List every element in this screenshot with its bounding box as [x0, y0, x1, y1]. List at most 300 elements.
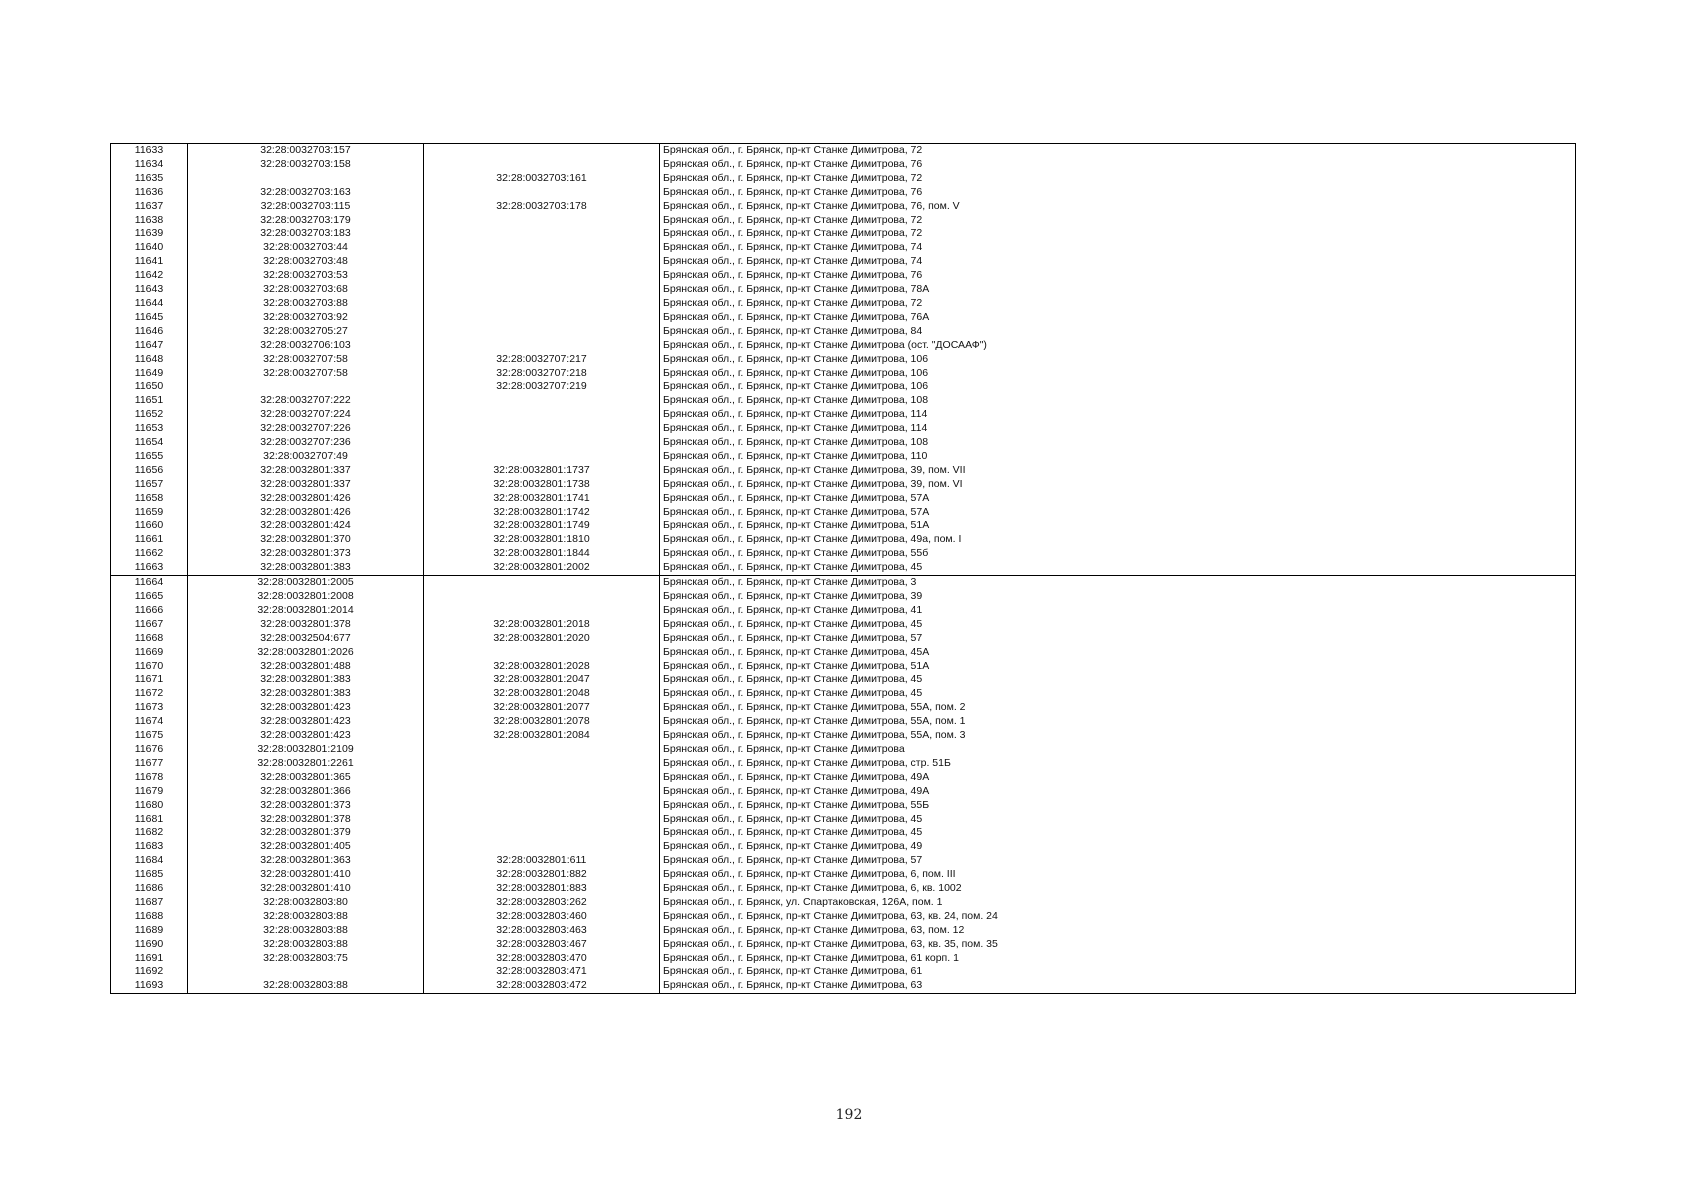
table-row — [111, 715, 1576, 729]
table-row — [111, 618, 1576, 632]
row-number-cell: 11670 — [111, 660, 188, 674]
cadastral-number-cell: 32:28:0032801:410 — [188, 882, 424, 896]
table-row — [111, 325, 1576, 339]
address-cell: Брянская обл., г. Брянск, пр-кт Станке Димитрова, 49А — [660, 771, 1576, 785]
new-cadastral-number-cell: 32:28:0032801:1844 — [424, 547, 660, 561]
table-row — [111, 687, 1576, 701]
table-row — [111, 339, 1576, 353]
table-row — [111, 576, 1576, 590]
page-number: 192 — [835, 1107, 863, 1123]
address-cell: Брянская обл., г. Брянск, пр-кт Станке Димитрова, 106 — [660, 367, 1576, 381]
new-cadastral-number-cell — [424, 394, 660, 408]
row-number-cell: 11645 — [111, 311, 188, 325]
new-cadastral-number-cell: 32:28:0032801:883 — [424, 882, 660, 896]
address-cell: Брянская обл., г. Брянск, пр-кт Станке Димитрова, стр. 51Б — [660, 757, 1576, 771]
table-row — [111, 519, 1576, 533]
cadastral-number-cell: 32:28:0032703:163 — [188, 186, 424, 200]
row-number-cell: 11653 — [111, 422, 188, 436]
address-cell: Брянская обл., г. Брянск, пр-кт Станке Димитрова, 6, пом. III — [660, 868, 1576, 882]
table-row — [111, 757, 1576, 771]
address-cell: Брянская обл., г. Брянск, пр-кт Станке Димитрова, 72 — [660, 214, 1576, 228]
address-cell: Брянская обл., г. Брянск, пр-кт Станке Димитрова — [660, 743, 1576, 757]
address-cell: Брянская обл., г. Брянск, пр-кт Станке Димитрова, 72 — [660, 297, 1576, 311]
cadastral-number-cell: 32:28:0032707:222 — [188, 394, 424, 408]
row-number-cell: 11664 — [111, 576, 188, 590]
address-cell: Брянская обл., г. Брянск, пр-кт Станке Димитрова, 74 — [660, 255, 1576, 269]
address-cell: Брянская обл., г. Брянск, пр-кт Станке Димитрова, 72 — [660, 144, 1576, 158]
new-cadastral-number-cell — [424, 214, 660, 228]
cadastral-number-cell: 32:28:0032801:378 — [188, 813, 424, 827]
address-cell: Брянская обл., г. Брянск, пр-кт Станке Димитрова, 45А — [660, 646, 1576, 660]
table-row — [111, 729, 1576, 743]
table-row — [111, 590, 1576, 604]
new-cadastral-number-cell: 32:28:0032803:471 — [424, 965, 660, 979]
table-row — [111, 701, 1576, 715]
address-cell: Брянская обл., г. Брянск, пр-кт Станке Димитрова, 45 — [660, 826, 1576, 840]
cadastral-number-cell: 32:28:0032801:337 — [188, 478, 424, 492]
table-row — [111, 965, 1576, 979]
row-number-cell: 11690 — [111, 938, 188, 952]
row-number-cell: 11638 — [111, 214, 188, 228]
table-row — [111, 924, 1576, 938]
address-cell: Брянская обл., г. Брянск, пр-кт Станке Димитрова, 51А — [660, 660, 1576, 674]
row-number-cell: 11634 — [111, 158, 188, 172]
cadastral-number-cell: 32:28:0032801:2008 — [188, 590, 424, 604]
row-number-cell: 11686 — [111, 882, 188, 896]
new-cadastral-number-cell — [424, 576, 660, 590]
address-cell: Брянская обл., г. Брянск, пр-кт Станке Димитрова, 45 — [660, 618, 1576, 632]
address-cell: Брянская обл., г. Брянск, пр-кт Станке Димитрова, 61 — [660, 965, 1576, 979]
address-cell: Брянская обл., г. Брянск, пр-кт Станке Димитрова, 63, кв. 24, пом. 24 — [660, 910, 1576, 924]
new-cadastral-number-cell: 32:28:0032801:2018 — [424, 618, 660, 632]
new-cadastral-number-cell: 32:28:0032801:882 — [424, 868, 660, 882]
cadastral-number-cell: 32:28:0032801:383 — [188, 561, 424, 575]
table-row — [111, 227, 1576, 241]
new-cadastral-number-cell: 32:28:0032703:161 — [424, 172, 660, 186]
row-number-cell: 11677 — [111, 757, 188, 771]
row-number-cell: 11654 — [111, 436, 188, 450]
table-row — [111, 660, 1576, 674]
cadastral-number-cell: 32:28:0032703:179 — [188, 214, 424, 228]
cadastral-number-cell: 32:28:0032801:337 — [188, 464, 424, 478]
table-row — [111, 144, 1576, 158]
table-row — [111, 743, 1576, 757]
table-row — [111, 241, 1576, 255]
row-number-cell: 11672 — [111, 687, 188, 701]
new-cadastral-number-cell — [424, 743, 660, 757]
row-number-cell: 11679 — [111, 785, 188, 799]
new-cadastral-number-cell — [424, 826, 660, 840]
cadastral-number-cell: 32:28:0032803:88 — [188, 924, 424, 938]
table-row — [111, 646, 1576, 660]
row-number-cell: 11641 — [111, 255, 188, 269]
address-cell: Брянская обл., г. Брянск, пр-кт Станке Димитрова, 108 — [660, 394, 1576, 408]
address-cell: Брянская обл., г. Брянск, пр-кт Станке Димитрова, 61 корп. 1 — [660, 952, 1576, 966]
address-cell: Брянская обл., г. Брянск, пр-кт Станке Димитрова, 76 — [660, 158, 1576, 172]
cadastral-number-cell — [188, 172, 424, 186]
row-number-cell: 11637 — [111, 200, 188, 214]
cadastral-number-cell: 32:28:0032803:75 — [188, 952, 424, 966]
cadastral-number-cell: 32:28:0032703:183 — [188, 227, 424, 241]
cadastral-number-cell: 32:28:0032801:2261 — [188, 757, 424, 771]
new-cadastral-number-cell — [424, 311, 660, 325]
row-number-cell: 11689 — [111, 924, 188, 938]
cadastral-number-cell: 32:28:0032801:424 — [188, 519, 424, 533]
new-cadastral-number-cell: 32:28:0032801:611 — [424, 854, 660, 868]
table-row — [111, 979, 1576, 993]
new-cadastral-number-cell — [424, 144, 660, 158]
address-cell: Брянская обл., г. Брянск, пр-кт Станке Димитрова, 110 — [660, 450, 1576, 464]
new-cadastral-number-cell — [424, 450, 660, 464]
cadastral-number-cell: 32:28:0032707:224 — [188, 408, 424, 422]
new-cadastral-number-cell: 32:28:0032803:472 — [424, 979, 660, 993]
new-cadastral-number-cell: 32:28:0032801:2078 — [424, 715, 660, 729]
cadastral-number-cell: 32:28:0032801:379 — [188, 826, 424, 840]
row-number-cell: 11656 — [111, 464, 188, 478]
address-cell: Брянская обл., г. Брянск, пр-кт Станке Димитрова, 49а, пом. I — [660, 533, 1576, 547]
row-number-cell: 11649 — [111, 367, 188, 381]
address-cell: Брянская обл., г. Брянск, ул. Спартаковская, 126А, пом. 1 — [660, 896, 1576, 910]
row-number-cell: 11639 — [111, 227, 188, 241]
cadastral-number-cell: 32:28:0032801:410 — [188, 868, 424, 882]
table-row — [111, 478, 1576, 492]
row-number-cell: 11663 — [111, 561, 188, 575]
row-number-cell: 11642 — [111, 269, 188, 283]
new-cadastral-number-cell — [424, 283, 660, 297]
row-number-cell: 11662 — [111, 547, 188, 561]
table-row — [111, 632, 1576, 646]
cadastral-number-cell: 32:28:0032504:677 — [188, 632, 424, 646]
address-cell: Брянская обл., г. Брянск, пр-кт Станке Димитрова, 63, кв. 35, пом. 35 — [660, 938, 1576, 952]
address-cell: Брянская обл., г. Брянск, пр-кт Станке Димитрова, 76 — [660, 186, 1576, 200]
row-number-cell: 11650 — [111, 380, 188, 394]
address-cell: Брянская обл., г. Брянск, пр-кт Станке Димитрова, 55А, пом. 1 — [660, 715, 1576, 729]
row-number-cell: 11678 — [111, 771, 188, 785]
row-number-cell: 11635 — [111, 172, 188, 186]
address-cell: Брянская обл., г. Брянск, пр-кт Станке Димитрова, 51А — [660, 519, 1576, 533]
table-row — [111, 882, 1576, 896]
table-row — [111, 172, 1576, 186]
address-cell: Брянская обл., г. Брянск, пр-кт Станке Димитрова, 76А — [660, 311, 1576, 325]
new-cadastral-number-cell: 32:28:0032801:2048 — [424, 687, 660, 701]
table-row — [111, 854, 1576, 868]
table-row — [111, 673, 1576, 687]
table-row — [111, 826, 1576, 840]
address-cell: Брянская обл., г. Брянск, пр-кт Станке Димитрова, 6, кв. 1002 — [660, 882, 1576, 896]
address-cell: Брянская обл., г. Брянск, пр-кт Станке Димитрова, 39 — [660, 590, 1576, 604]
cadastral-number-cell: 32:28:0032703:44 — [188, 241, 424, 255]
cadastral-number-cell: 32:28:0032801:423 — [188, 715, 424, 729]
row-number-cell: 11687 — [111, 896, 188, 910]
new-cadastral-number-cell: 32:28:0032707:218 — [424, 367, 660, 381]
table-row — [111, 269, 1576, 283]
cadastral-number-cell: 32:28:0032801:373 — [188, 547, 424, 561]
row-number-cell: 11673 — [111, 701, 188, 715]
address-cell: Брянская обл., г. Брянск, пр-кт Станке Димитрова, 41 — [660, 604, 1576, 618]
row-number-cell: 11633 — [111, 144, 188, 158]
address-cell: Брянская обл., г. Брянск, пр-кт Станке Димитрова, 74 — [660, 241, 1576, 255]
address-cell: Брянская обл., г. Брянск, пр-кт Станке Димитрова, 55А, пом. 3 — [660, 729, 1576, 743]
cadastral-number-cell: 32:28:0032703:68 — [188, 283, 424, 297]
cadastral-number-cell: 32:28:0032707:49 — [188, 450, 424, 464]
row-number-cell: 11648 — [111, 353, 188, 367]
address-cell: Брянская обл., г. Брянск, пр-кт Станке Димитрова, 114 — [660, 422, 1576, 436]
address-cell: Брянская обл., г. Брянск, пр-кт Станке Димитрова, 108 — [660, 436, 1576, 450]
row-number-cell: 11683 — [111, 840, 188, 854]
table-row — [111, 464, 1576, 478]
new-cadastral-number-cell — [424, 757, 660, 771]
address-cell: Брянская обл., г. Брянск, пр-кт Станке Димитрова, 78А — [660, 283, 1576, 297]
new-cadastral-number-cell — [424, 604, 660, 618]
address-cell: Брянская обл., г. Брянск, пр-кт Станке Димитрова, 49А — [660, 785, 1576, 799]
row-number-cell: 11658 — [111, 492, 188, 506]
address-cell: Брянская обл., г. Брянск, пр-кт Станке Димитрова, 39, пом. VI — [660, 478, 1576, 492]
address-cell: Брянская обл., г. Брянск, пр-кт Станке Димитрова, 84 — [660, 325, 1576, 339]
row-number-cell: 11680 — [111, 799, 188, 813]
table-row — [111, 186, 1576, 200]
new-cadastral-number-cell: 32:28:0032803:463 — [424, 924, 660, 938]
new-cadastral-number-cell: 32:28:0032801:2047 — [424, 673, 660, 687]
row-number-cell: 11675 — [111, 729, 188, 743]
cadastral-number-cell — [188, 380, 424, 394]
table-row — [111, 297, 1576, 311]
row-number-cell: 11640 — [111, 241, 188, 255]
cadastral-number-cell: 32:28:0032703:92 — [188, 311, 424, 325]
table-row — [111, 952, 1576, 966]
address-cell: Брянская обл., г. Брянск, пр-кт Станке Димитрова, 55б — [660, 547, 1576, 561]
cadastral-number-cell: 32:28:0032703:53 — [188, 269, 424, 283]
new-cadastral-number-cell: 32:28:0032801:2020 — [424, 632, 660, 646]
table-row — [111, 200, 1576, 214]
new-cadastral-number-cell — [424, 227, 660, 241]
new-cadastral-number-cell: 32:28:0032803:460 — [424, 910, 660, 924]
cadastral-number-cell: 32:28:0032703:158 — [188, 158, 424, 172]
cadastral-number-cell: 32:28:0032801:405 — [188, 840, 424, 854]
cadastral-number-cell: 32:28:0032801:2109 — [188, 743, 424, 757]
new-cadastral-number-cell — [424, 408, 660, 422]
cadastral-number-cell: 32:28:0032703:48 — [188, 255, 424, 269]
address-cell: Брянская обл., г. Брянск, пр-кт Станке Димитрова, 57А — [660, 492, 1576, 506]
address-cell: Брянская обл., г. Брянск, пр-кт Станке Димитрова, 45 — [660, 673, 1576, 687]
new-cadastral-number-cell — [424, 840, 660, 854]
cadastral-number-cell: 32:28:0032707:58 — [188, 353, 424, 367]
table-row — [111, 604, 1576, 618]
cadastral-number-cell — [188, 965, 424, 979]
address-cell: Брянская обл., г. Брянск, пр-кт Станке Димитрова, 3 — [660, 576, 1576, 590]
table-row — [111, 799, 1576, 813]
address-cell: Брянская обл., г. Брянск, пр-кт Станке Димитрова, 45 — [660, 813, 1576, 827]
row-number-cell: 11681 — [111, 813, 188, 827]
address-cell: Брянская обл., г. Брянск, пр-кт Станке Димитрова, 76, пом. V — [660, 200, 1576, 214]
cadastral-number-cell: 32:28:0032803:88 — [188, 938, 424, 952]
new-cadastral-number-cell: 32:28:0032707:217 — [424, 353, 660, 367]
cadastral-number-cell: 32:28:0032801:383 — [188, 687, 424, 701]
new-cadastral-number-cell: 32:28:0032801:1749 — [424, 519, 660, 533]
cadastral-number-cell: 32:28:0032801:426 — [188, 506, 424, 520]
row-number-cell: 11655 — [111, 450, 188, 464]
cadastral-number-cell: 32:28:0032801:488 — [188, 660, 424, 674]
address-cell: Брянская обл., г. Брянск, пр-кт Станке Димитрова, 76 — [660, 269, 1576, 283]
cadastral-number-cell: 32:28:0032707:226 — [188, 422, 424, 436]
row-number-cell: 11691 — [111, 952, 188, 966]
table-row — [111, 533, 1576, 547]
table-row — [111, 380, 1576, 394]
row-number-cell: 11669 — [111, 646, 188, 660]
row-number-cell: 11685 — [111, 868, 188, 882]
row-number-cell: 11651 — [111, 394, 188, 408]
row-number-cell: 11682 — [111, 826, 188, 840]
new-cadastral-number-cell — [424, 255, 660, 269]
row-number-cell: 11674 — [111, 715, 188, 729]
address-cell: Брянская обл., г. Брянск, пр-кт Станке Димитрова, 57 — [660, 854, 1576, 868]
cadastral-number-cell: 32:28:0032705:27 — [188, 325, 424, 339]
address-cell: Брянская обл., г. Брянск, пр-кт Станке Димитрова, 72 — [660, 172, 1576, 186]
address-cell: Брянская обл., г. Брянск, пр-кт Станке Димитрова, 55Б — [660, 799, 1576, 813]
new-cadastral-number-cell: 32:28:0032801:1737 — [424, 464, 660, 478]
table-row — [111, 813, 1576, 827]
address-cell: Брянская обл., г. Брянск, пр-кт Станке Димитрова, 45 — [660, 561, 1576, 575]
cadastral-number-cell: 32:28:0032801:426 — [188, 492, 424, 506]
row-number-cell: 11676 — [111, 743, 188, 757]
new-cadastral-number-cell: 32:28:0032801:1742 — [424, 506, 660, 520]
new-cadastral-number-cell — [424, 799, 660, 813]
new-cadastral-number-cell — [424, 186, 660, 200]
row-number-cell: 11667 — [111, 618, 188, 632]
new-cadastral-number-cell — [424, 325, 660, 339]
new-cadastral-number-cell — [424, 269, 660, 283]
new-cadastral-number-cell: 32:28:0032801:1738 — [424, 478, 660, 492]
address-cell: Брянская обл., г. Брянск, пр-кт Станке Димитрова, 114 — [660, 408, 1576, 422]
row-number-cell: 11692 — [111, 965, 188, 979]
address-cell: Брянская обл., г. Брянск, пр-кт Станке Димитрова, 57А — [660, 506, 1576, 520]
cadastral-number-cell: 32:28:0032707:236 — [188, 436, 424, 450]
new-cadastral-number-cell — [424, 241, 660, 255]
new-cadastral-number-cell: 32:28:0032803:262 — [424, 896, 660, 910]
row-number-cell: 11693 — [111, 979, 188, 993]
row-number-cell: 11657 — [111, 478, 188, 492]
table-row — [111, 214, 1576, 228]
cadastral-number-cell: 32:28:0032801:366 — [188, 785, 424, 799]
address-cell: Брянская обл., г. Брянск, пр-кт Станке Димитрова, 55А, пом. 2 — [660, 701, 1576, 715]
row-number-cell: 11671 — [111, 673, 188, 687]
new-cadastral-number-cell — [424, 422, 660, 436]
table-row — [111, 547, 1576, 561]
row-number-cell: 11666 — [111, 604, 188, 618]
new-cadastral-number-cell: 32:28:0032801:2077 — [424, 701, 660, 715]
table-row — [111, 255, 1576, 269]
cadastral-number-cell: 32:28:0032703:88 — [188, 297, 424, 311]
cadastral-number-cell: 32:28:0032801:370 — [188, 533, 424, 547]
cadastral-number-cell: 32:28:0032707:58 — [188, 367, 424, 381]
cadastral-number-cell: 32:28:0032803:80 — [188, 896, 424, 910]
table-row — [111, 367, 1576, 381]
registry-table-body — [111, 144, 1576, 994]
table-row — [111, 422, 1576, 436]
address-cell: Брянская обл., г. Брянск, пр-кт Станке Димитрова, 39, пом. VII — [660, 464, 1576, 478]
new-cadastral-number-cell — [424, 297, 660, 311]
cadastral-number-cell: 32:28:0032703:115 — [188, 200, 424, 214]
cadastral-number-cell: 32:28:0032801:423 — [188, 701, 424, 715]
cadastral-number-cell: 32:28:0032801:365 — [188, 771, 424, 785]
table-row — [111, 283, 1576, 297]
row-number-cell: 11684 — [111, 854, 188, 868]
cadastral-number-cell: 32:28:0032703:157 — [188, 144, 424, 158]
address-cell: Брянская обл., г. Брянск, пр-кт Станке Димитрова, 106 — [660, 353, 1576, 367]
new-cadastral-number-cell — [424, 590, 660, 604]
new-cadastral-number-cell — [424, 771, 660, 785]
table-row — [111, 158, 1576, 172]
row-number-cell: 11646 — [111, 325, 188, 339]
cadastral-number-cell: 32:28:0032801:2026 — [188, 646, 424, 660]
row-number-cell: 11659 — [111, 506, 188, 520]
address-cell: Брянская обл., г. Брянск, пр-кт Станке Димитрова, 63, пом. 12 — [660, 924, 1576, 938]
cadastral-number-cell: 32:28:0032801:423 — [188, 729, 424, 743]
cadastral-number-cell: 32:28:0032801:383 — [188, 673, 424, 687]
new-cadastral-number-cell: 32:28:0032803:467 — [424, 938, 660, 952]
new-cadastral-number-cell — [424, 646, 660, 660]
cadastral-number-cell: 32:28:0032801:373 — [188, 799, 424, 813]
table-row — [111, 492, 1576, 506]
address-cell: Брянская обл., г. Брянск, пр-кт Станке Димитрова, 57 — [660, 632, 1576, 646]
table-row — [111, 896, 1576, 910]
new-cadastral-number-cell — [424, 785, 660, 799]
table-row — [111, 840, 1576, 854]
row-number-cell: 11647 — [111, 339, 188, 353]
row-number-cell: 11652 — [111, 408, 188, 422]
cadastral-number-cell: 32:28:0032801:2005 — [188, 576, 424, 590]
table-row — [111, 561, 1576, 575]
new-cadastral-number-cell — [424, 339, 660, 353]
table-row — [111, 353, 1576, 367]
new-cadastral-number-cell: 32:28:0032803:470 — [424, 952, 660, 966]
address-cell: Брянская обл., г. Брянск, пр-кт Станке Димитрова, 49 — [660, 840, 1576, 854]
cadastral-number-cell: 32:28:0032801:363 — [188, 854, 424, 868]
address-cell: Брянская обл., г. Брянск, пр-кт Станке Димитрова (ост. "ДОСААФ") — [660, 339, 1576, 353]
table-row — [111, 785, 1576, 799]
new-cadastral-number-cell: 32:28:0032801:2002 — [424, 561, 660, 575]
cadastral-number-cell: 32:28:0032803:88 — [188, 910, 424, 924]
row-number-cell: 11661 — [111, 533, 188, 547]
row-number-cell: 11636 — [111, 186, 188, 200]
address-cell: Брянская обл., г. Брянск, пр-кт Станке Димитрова, 106 — [660, 380, 1576, 394]
new-cadastral-number-cell: 32:28:0032801:1810 — [424, 533, 660, 547]
cadastral-number-cell: 32:28:0032801:378 — [188, 618, 424, 632]
table-row — [111, 436, 1576, 450]
cadastral-number-cell: 32:28:0032803:88 — [188, 979, 424, 993]
row-number-cell: 11665 — [111, 590, 188, 604]
table-row — [111, 771, 1576, 785]
row-number-cell: 11660 — [111, 519, 188, 533]
address-cell: Брянская обл., г. Брянск, пр-кт Станке Димитрова, 63 — [660, 979, 1576, 993]
new-cadastral-number-cell: 32:28:0032801:2084 — [424, 729, 660, 743]
new-cadastral-number-cell: 32:28:0032801:1741 — [424, 492, 660, 506]
cadastral-number-cell: 32:28:0032801:2014 — [188, 604, 424, 618]
row-number-cell: 11643 — [111, 283, 188, 297]
new-cadastral-number-cell: 32:28:0032801:2028 — [424, 660, 660, 674]
new-cadastral-number-cell: 32:28:0032707:219 — [424, 380, 660, 394]
table-row — [111, 910, 1576, 924]
table-row — [111, 394, 1576, 408]
table-row — [111, 408, 1576, 422]
row-number-cell: 11668 — [111, 632, 188, 646]
table-row — [111, 506, 1576, 520]
row-number-cell: 11644 — [111, 297, 188, 311]
new-cadastral-number-cell — [424, 158, 660, 172]
registry-table — [110, 143, 1576, 994]
cadastral-number-cell: 32:28:0032706:103 — [188, 339, 424, 353]
table-row — [111, 938, 1576, 952]
address-cell: Брянская обл., г. Брянск, пр-кт Станке Димитрова, 72 — [660, 227, 1576, 241]
